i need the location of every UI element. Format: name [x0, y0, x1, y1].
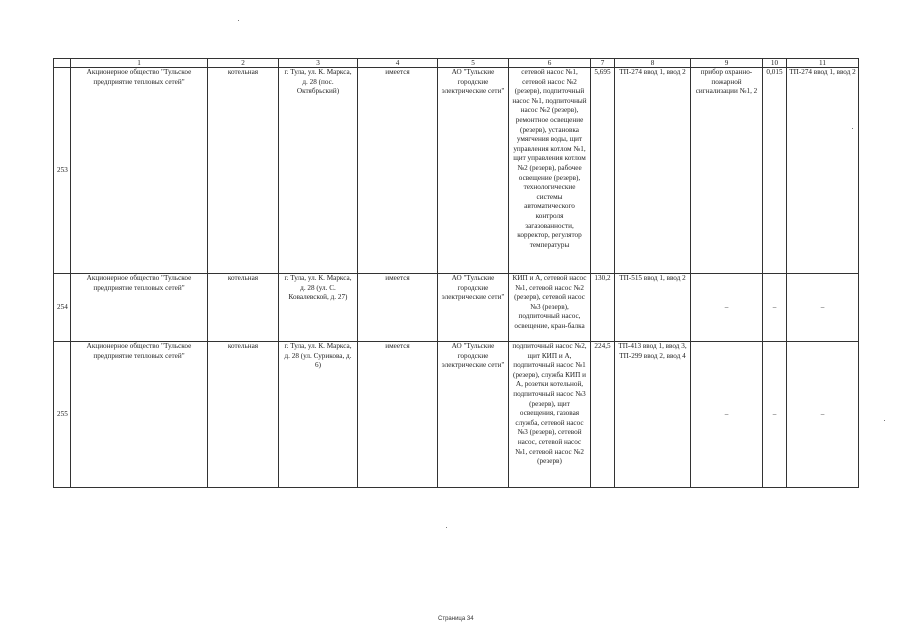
object-type-cell: котельная — [208, 342, 279, 488]
power-cell: 5,695 — [591, 68, 615, 274]
input-cell: ТП-515 ввод 1, ввод 2 — [615, 274, 691, 342]
header-cell: 7 — [591, 59, 615, 68]
table-row — [54, 68, 859, 274]
power-cell: 130,2 — [591, 274, 615, 342]
header-empty-cell — [54, 59, 71, 68]
header-cell: 1 — [71, 59, 208, 68]
equipment-table — [53, 58, 859, 488]
column-11-cell: – — [787, 274, 859, 342]
equipment-cell: КИП и А, сетевой насос №1, сетевой насос №2 (резерв), сетевой насос №3 (резерв), подпиточный насос, освещение, кран-балка — [509, 274, 591, 342]
page-number: Страница 34 — [438, 616, 474, 622]
table-row — [54, 342, 859, 488]
power-cell: 224,5 — [591, 342, 615, 488]
object-type-cell: котельная — [208, 274, 279, 342]
input-cell: ТП-413 ввод 1, ввод 3, ТП-299 ввод 2, ввод 4 — [615, 342, 691, 488]
scan-speck — [238, 20, 239, 21]
scan-speck — [852, 128, 853, 129]
header-cell: 8 — [615, 59, 691, 68]
scan-speck — [446, 527, 447, 528]
header-cell: 4 — [358, 59, 438, 68]
header-cell: 6 — [509, 59, 591, 68]
column-10-cell: – — [763, 342, 787, 488]
row-number: 254 — [54, 274, 71, 342]
supplier-cell: АО "Тульские городские электрические сети" — [438, 342, 509, 488]
header-row — [54, 59, 859, 68]
header-cell: 9 — [691, 59, 763, 68]
header-cell: 2 — [208, 59, 279, 68]
header-cell: 10 — [763, 59, 787, 68]
supplier-cell: АО "Тульские городские электрические сети" — [438, 274, 509, 342]
column-10-cell: 0,015 — [763, 68, 787, 274]
address-cell: г. Тула, ул. К. Маркса, д. 28 (ул. Сурикова, д. 6) — [279, 342, 358, 488]
row-number: 253 — [54, 68, 71, 274]
table-row — [54, 274, 859, 342]
fire-alarm-cell: – — [691, 274, 763, 342]
organization-cell: Акционерное общество "Тульское предприятие тепловых сетей" — [71, 274, 208, 342]
object-type-cell: котельная — [208, 68, 279, 274]
address-cell: г. Тула, ул. К. Маркса, д. 28 (ул. С. Ковалевской, д. 27) — [279, 274, 358, 342]
scan-speck — [884, 420, 885, 421]
fire-alarm-cell: – — [691, 342, 763, 488]
column-10-cell: – — [763, 274, 787, 342]
column-11-cell: ТП-274 ввод 1, ввод 2 — [787, 68, 859, 274]
status-cell: имеется — [358, 274, 438, 342]
equipment-cell: сетевой насос №1, сетевой насос №2 (резерв), подпиточный насос №1, подпиточный насос №2 (резерв), ремонтное освещение (резерв), установка умягчения воды, щит управления котлом №1, щит управления котлом №2 (резерв), рабочее освещение (резерв), технологические системы автоматического контроля загазованности, корректор, регулятор температуры — [509, 68, 591, 274]
organization-cell: Акционерное общество "Тульское предприятие тепловых сетей" — [71, 342, 208, 488]
header-cell: 5 — [438, 59, 509, 68]
row-number: 255 — [54, 342, 71, 488]
status-cell: имеется — [358, 342, 438, 488]
header-cell: 11 — [787, 59, 859, 68]
fire-alarm-cell: прибор охранно-пожарной сигнализации №1, 2 — [691, 68, 763, 274]
address-cell: г. Тула, ул. К. Маркса, д. 28 (пос. Октябрьский) — [279, 68, 358, 274]
input-cell: ТП-274 ввод 1, ввод 2 — [615, 68, 691, 274]
supplier-cell: АО "Тульские городские электрические сети" — [438, 68, 509, 274]
header-cell: 3 — [279, 59, 358, 68]
status-cell: имеется — [358, 68, 438, 274]
organization-cell: Акционерное общество "Тульское предприятие тепловых сетей" — [71, 68, 208, 274]
equipment-cell: подпиточный насос №2, щит КИП и А, подпиточный насос №1 (резерв), служба КИП и А, розетки котельной, подпиточный насос №3 (резерв), щит освещения, газовая служба, сетевой насос №3 (резерв), сетевой насос, сетевой насос №1, сетевой насос №2 (резерв) — [509, 342, 591, 488]
column-11-cell: – — [787, 342, 859, 488]
